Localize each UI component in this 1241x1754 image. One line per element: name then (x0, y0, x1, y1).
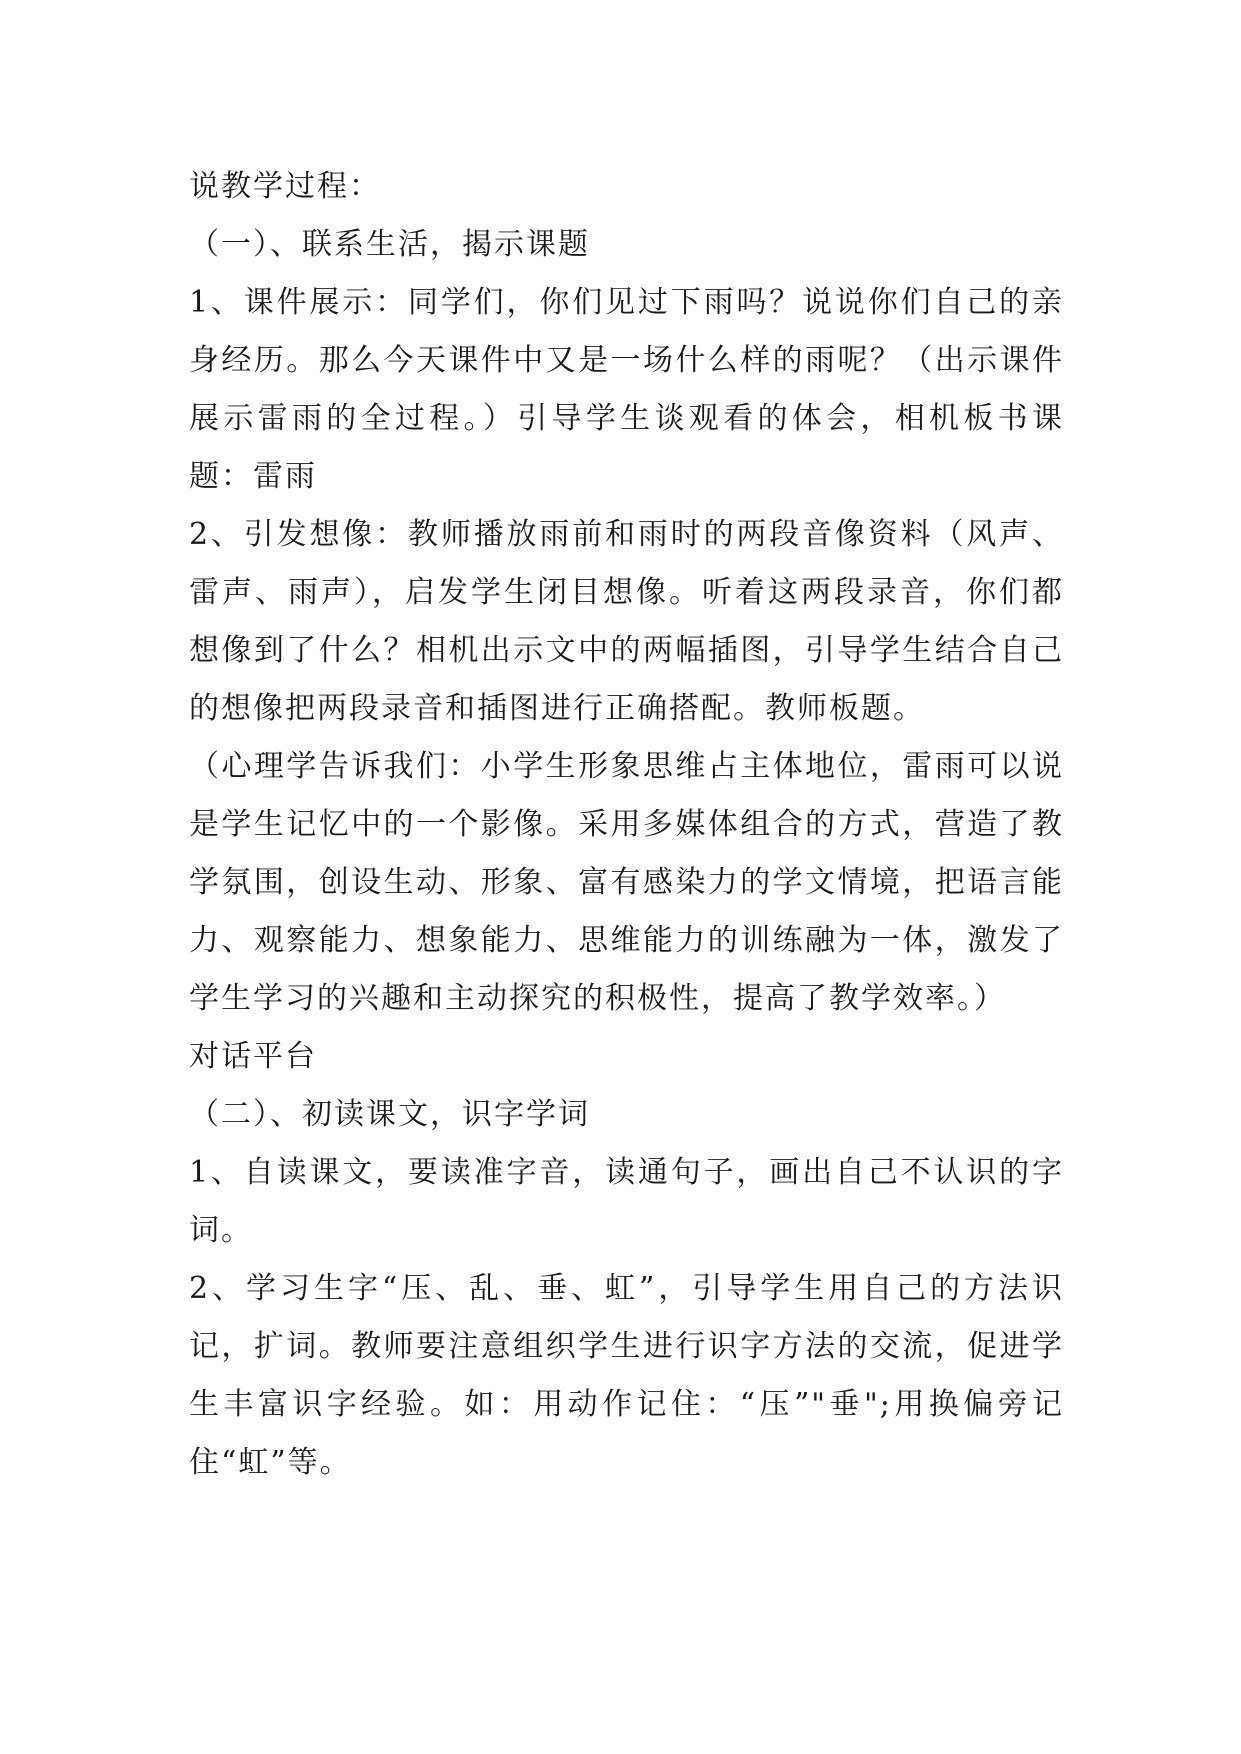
section-heading-teaching-process: 说教学过程： (189, 169, 381, 204)
paragraph-psychology-note: （心理学告诉我们：小学生形象思维占主体地位，雷雨可以说是学生记忆中的一个影像。采用多媒体组合的方式，营造了教学氛围，创设生动、形象、富有感染力的学文情境，把语言能力、观察能力、想象能力、思维能力的训练融为一体，激发了学生学习的兴趣和主动探究的积极性，提高了教学效率。） (189, 749, 1064, 1016)
paragraph-courseware-display: 1、课件展示：同学们，你们见过下雨吗？说说你们自己的亲身经历。那么今天课件中又是一场什么样的雨呢？（出示课件展示雷雨的全过程。）引导学生谈观看的体会，相机板书课题：雷雨 (189, 285, 1064, 494)
document-body (189, 158, 1064, 1492)
paragraph-learn-characters: 2、学习生字“压、乱、垂、虹”，引导学生用自己的方法识记，扩词。教师要注意组织学生进行识字方法的交流，促进学生丰富识字经验。如：用动作记住：“压”"垂";用换偏旁记住“虹”等。 (189, 1271, 1064, 1480)
subsection-heading-one: （一）、联系生活，揭示课题 (189, 227, 590, 262)
paragraph-imagination: 2、引发想像：教师播放雨前和雨时的两段音像资料（风声、雷声、雨声），启发学生闭目想像。听着这两段录音，你们都想像到了什么？相机出示文中的两幅插图，引导学生结合自己的想像把两段录音和插图进行正确搭配。教师板题。 (189, 517, 1064, 726)
section-heading-dialogue-platform: 对话平台 (189, 1039, 317, 1074)
paragraph-self-reading: 1、自读课文，要读准字音，读通句子，画出自己不认识的字词。 (189, 1155, 1064, 1248)
subsection-heading-two: （二）、初读课文，识字学词 (189, 1097, 590, 1132)
